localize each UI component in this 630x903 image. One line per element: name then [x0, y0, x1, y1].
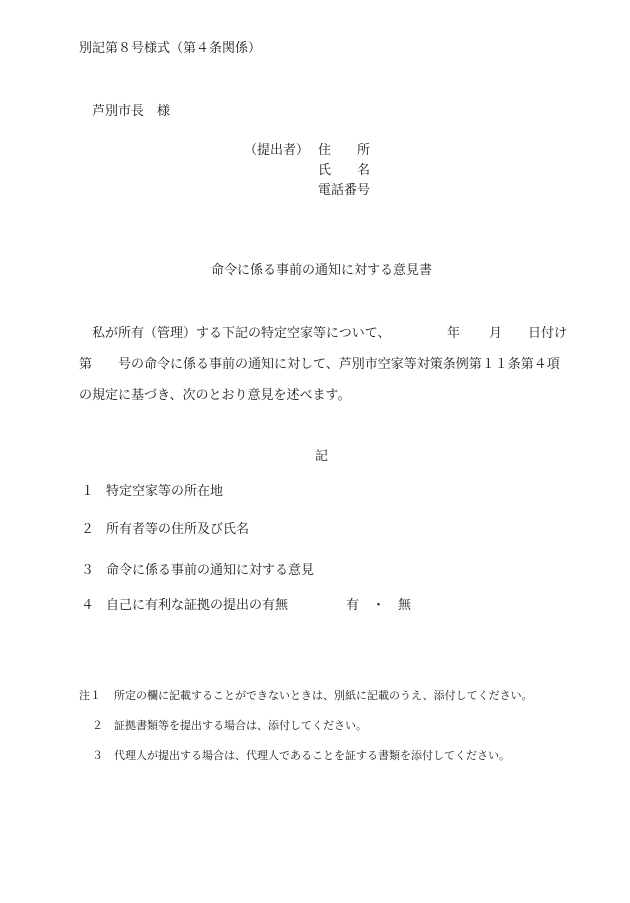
body-line1-day: 日付け — [528, 326, 568, 341]
address-label: 住 所 — [318, 143, 371, 158]
note-3-text: 代理人が提出する場合は、代理人であることを証する書類を添付してください。 — [114, 749, 510, 762]
body-line3: の規定に基づき、次のとおり意見を述べます。 — [79, 388, 351, 403]
document-title: 命令に係る事前の通知に対する意見書 — [211, 263, 433, 278]
item-1-number: １ — [81, 484, 95, 499]
ki-label: 記 — [315, 449, 329, 464]
item-4-options: 有 ・ 無 — [346, 598, 412, 613]
item-1-text: 特定空家等の所在地 — [106, 484, 224, 499]
item-4-text: 自己に有利な証拠の提出の有無 — [106, 598, 289, 613]
note-2-label: ２ — [92, 719, 103, 732]
form-header: 別記第８号様式（第４条関係） — [79, 41, 262, 56]
item-2-text: 所有者等の住所及び氏名 — [106, 522, 250, 537]
note-3-label: ３ — [92, 749, 103, 762]
body-line1-text: 私が所有（管理）する下記の特定空家等について、 — [92, 326, 391, 341]
phone-label: 電話番号 — [318, 183, 371, 198]
body-line1-year: 年 — [447, 326, 461, 341]
item-3-text: 命令に係る事前の通知に対する意見 — [106, 563, 315, 578]
item-3-number: ３ — [81, 563, 95, 578]
item-2-number: ２ — [81, 522, 95, 537]
name-label: 氏 名 — [318, 163, 371, 178]
note-2-text: 証拠書類等を提出する場合は、添付してください。 — [114, 719, 367, 732]
body-line2-text: 号の命令に係る事前の通知に対して、芦別市空家等対策条例第１１条第４項 — [118, 357, 560, 372]
body-line1-month: 月 — [489, 326, 503, 341]
addressee: 芦別市長 様 — [92, 104, 171, 119]
note-1-label: 注１ — [79, 689, 101, 702]
body-line2-prefix: 第 — [79, 357, 93, 372]
submitter-label: （提出者） — [244, 143, 310, 158]
item-4-number: ４ — [81, 598, 95, 613]
note-1-text: 所定の欄に記載することができないときは、別紙に記載のうえ、添付してください。 — [114, 689, 533, 702]
